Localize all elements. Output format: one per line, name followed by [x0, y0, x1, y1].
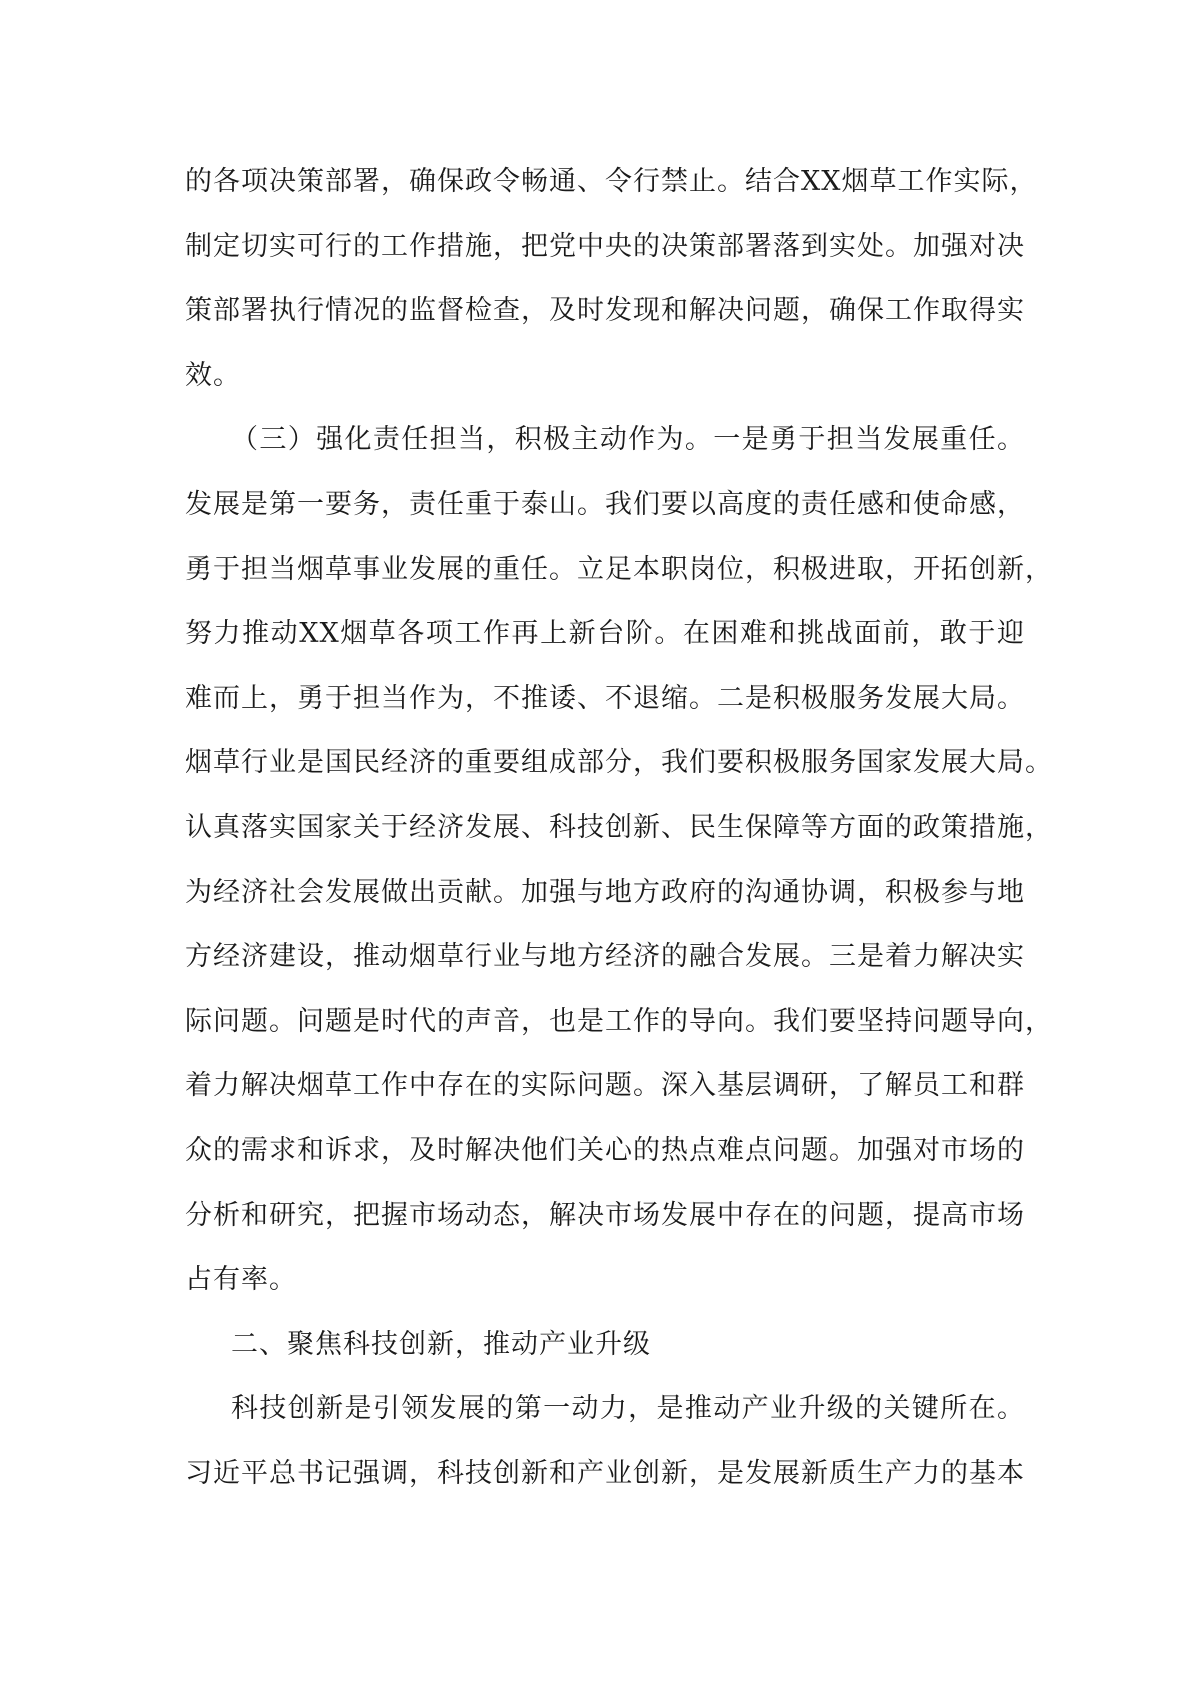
- text-line: 为经济社会发展做出贡献。加强与地方政府的沟通协调，积极参与地: [185, 876, 1025, 908]
- text-line: 策部署执行情况的监督检查，及时发现和解决问题，确保工作取得实: [185, 295, 1025, 327]
- text-line: 勇于担当烟草事业发展的重任。立足本职岗位，积极进取，开拓创新，: [185, 553, 1053, 585]
- text-line: 科技创新是引领发展的第一动力，是推动产业升级的关键所在。: [231, 1393, 1025, 1425]
- text-line: 分析和研究，把握市场动态，解决市场发展中存在的问题，提高市场: [185, 1199, 1025, 1231]
- text-line: 占有率。: [185, 1264, 297, 1296]
- text-line: 制定切实可行的工作措施，把党中央的决策部署落到实处。加强对决: [185, 230, 1025, 262]
- text-line: 方经济建设，推动烟草行业与地方经济的融合发展。三是着力解决实: [185, 941, 1025, 973]
- text-line: 众的需求和诉求，及时解决他们关心的热点难点问题。加强对市场的: [185, 1134, 1025, 1166]
- text-line: 难而上，勇于担当作为，不推诿、不退缩。二是积极服务发展大局。: [185, 682, 1025, 714]
- text-line: 二、聚焦科技创新，推动产业升级: [231, 1328, 651, 1360]
- text-line: 际问题。问题是时代的声音，也是工作的导向。我们要坚持问题导向，: [185, 1005, 1053, 1037]
- text-line: 烟草行业是国民经济的重要组成部分，我们要积极服务国家发展大局。: [185, 747, 1053, 779]
- text-line: 发展是第一要务，责任重于泰山。我们要以高度的责任感和使命感，: [185, 488, 1025, 520]
- text-line: 努力推动XX烟草各项工作再上新台阶。在困难和挑战面前，敢于迎: [185, 618, 1025, 650]
- text-line: （三）强化责任担当，积极主动作为。一是勇于担当发展重任。: [231, 424, 1025, 456]
- text-line: 习近平总书记强调，科技创新和产业创新，是发展新质生产力的基本: [185, 1457, 1025, 1489]
- text-line: 着力解决烟草工作中存在的实际问题。深入基层调研，了解员工和群: [185, 1070, 1025, 1102]
- text-line: 认真落实国家关于经济发展、科技创新、民生保障等方面的政策措施，: [185, 811, 1053, 843]
- text-line: 的各项决策部署，确保政令畅通、令行禁止。结合XX烟草工作实际，: [185, 166, 1038, 197]
- text-line: 效。: [185, 359, 241, 391]
- document-body: [185, 150, 1053, 1506]
